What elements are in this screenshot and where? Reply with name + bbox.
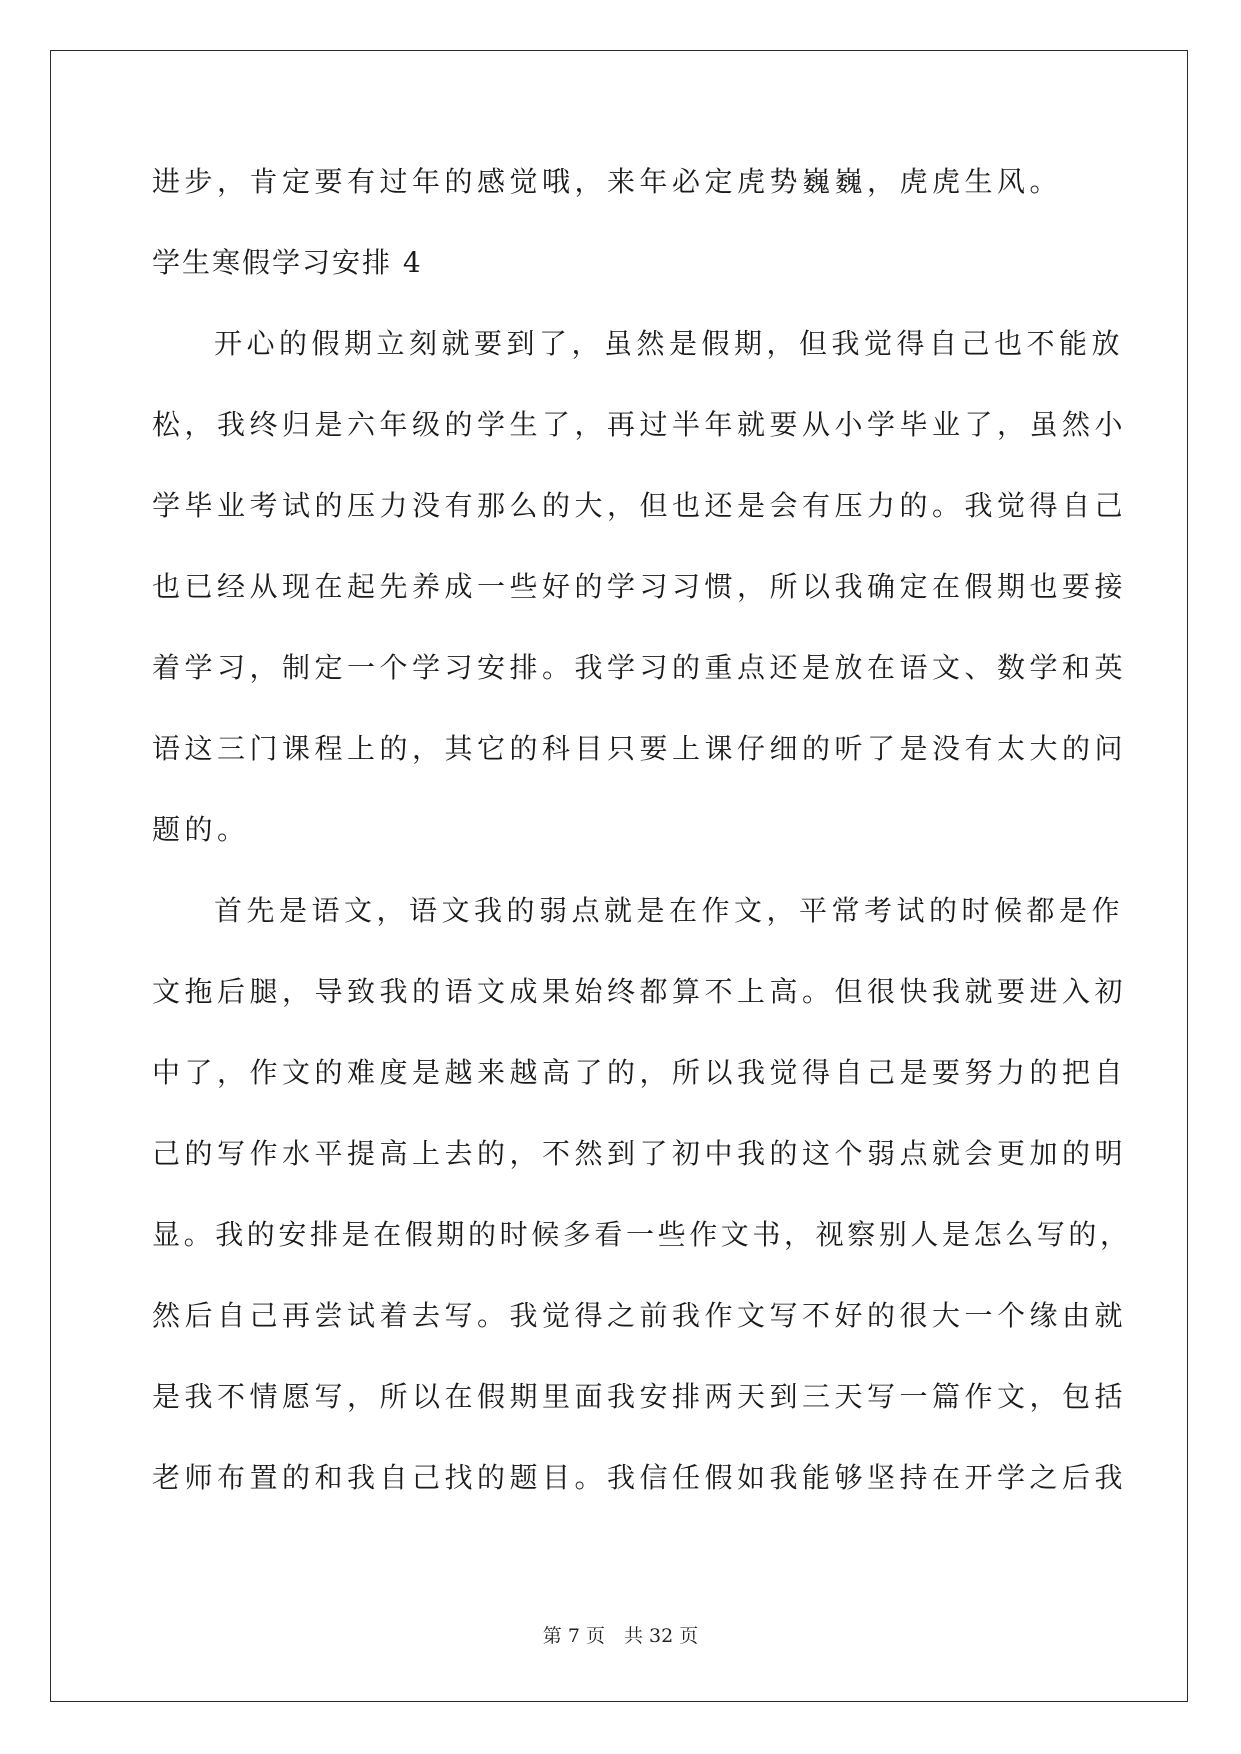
text-line: 语这三门课程上的，其它的科目只要上课仔细的听了是没有太大的问 [152,732,1128,765]
paragraph-first-line: 首先是语文，语文我的弱点就是在作文，平常考试的时候都是作 [214,894,1125,927]
text-line: 也已经从现在起先养成一些好的学习习惯，所以我确定在假期也要接 [152,570,1128,603]
text-line: 显。我的安排是在假期的时候多看一些作文书，视察别人是怎么写的， [152,1218,1132,1251]
text-line: 中了，作文的难度是越来越高了的，所以我觉得自己是要努力的把自 [152,1056,1128,1089]
paragraph-first-line: 开心的假期立刻就要到了，虽然是假期，但我觉得自己也不能放 [214,327,1125,360]
text-line: 题的。 [152,813,250,846]
text-line: 然后自己再尝试着去写。我觉得之前我作文写不好的很大一个缘由就 [152,1299,1128,1332]
section-heading: 学生寒假学习安排 4 [152,246,423,279]
text-line: 着学习，制定一个学习安排。我学习的重点还是放在语文、数学和英 [152,651,1128,684]
text-line: 是我不情愿写，所以在假期里面我安排两天到三天写一篇作文，包括 [152,1380,1128,1413]
text-line: 松，我终归是六年级的学生了，再过半年就要从小学毕业了，虽然小 [152,408,1128,441]
text-line: 学毕业考试的压力没有那么的大，但也还是会有压力的。我觉得自己 [152,489,1128,522]
text-line: 己的写作水平提高上去的，不然到了初中我的这个弱点就会更加的明 [152,1137,1128,1170]
text-line: 老师布置的和我自己找的题目。我信任假如我能够坚持在开学之后我 [152,1461,1128,1494]
text-line: 文拖后腿，导致我的语文成果始终都算不上高。但很快我就要进入初 [152,975,1128,1008]
page-number-footer: 第 7 页 共 32 页 [542,1625,699,1647]
document-body [152,165,1132,1545]
text-line: 进步，肯定要有过年的感觉哦，来年必定虎势巍巍，虎虎生风。 [152,165,1063,198]
